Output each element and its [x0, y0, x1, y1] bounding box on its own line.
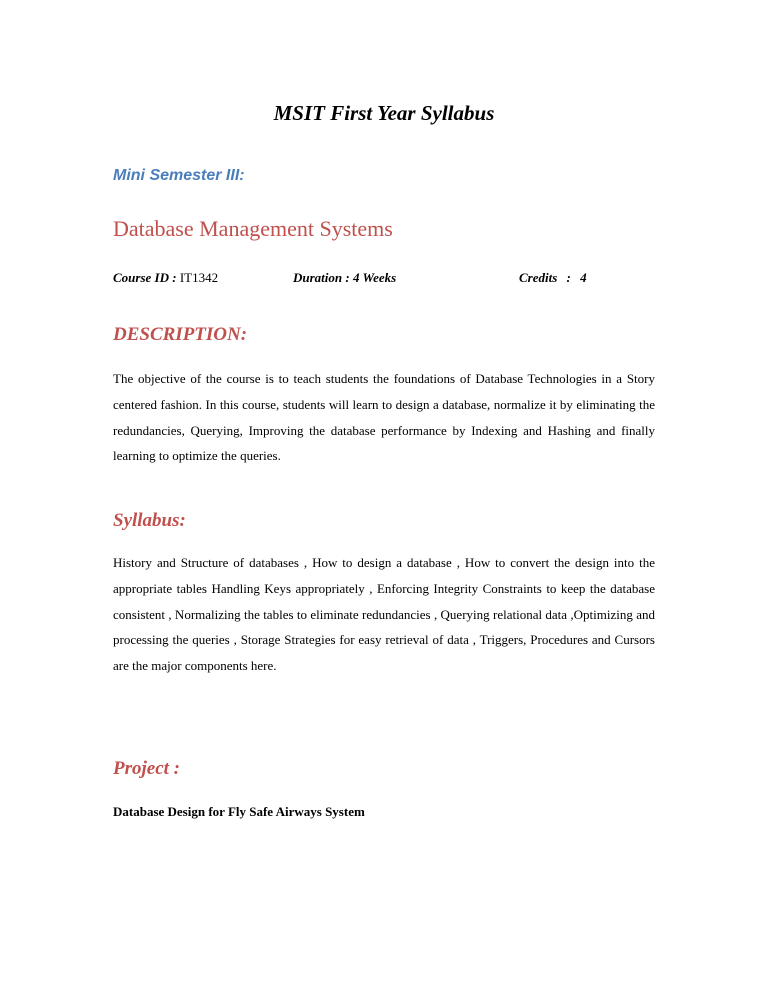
course-credits-separator: :: [566, 270, 571, 285]
course-credits-label: Credits: [519, 270, 558, 285]
course-id-value: IT1342: [179, 270, 219, 285]
syllabus-heading: Syllabus:: [113, 510, 186, 531]
syllabus-text: History and Structure of databases , How to design a database , How to convert the design into the appropriate tables Handling Keys appropriately , Enforcing Integrity Constraints to keep the database consistent , Normalizing the tables to eliminate redundancies , Querying relational data ,Optimizing and processing the queries , Storage Strategies for easy retrieval of data , Triggers, Procedures and Cursors are the major components here.: [113, 555, 655, 674]
project-heading: Project :: [113, 758, 181, 779]
semester-label: Mini Semester III:: [113, 167, 245, 184]
course-credits-value: 4: [580, 270, 587, 285]
description-heading: DESCRIPTION:: [113, 324, 248, 345]
course-id: [113, 269, 218, 286]
course-duration: [293, 269, 396, 286]
page-title: MSIT First Year Syllabus: [273, 101, 495, 125]
course-credits: [519, 269, 587, 286]
course-title: Database Management Systems: [113, 216, 393, 241]
course-duration-label: Duration : 4 Weeks: [293, 270, 397, 285]
project-name: Database Design for Fly Safe Airways System: [113, 804, 365, 819]
course-id-label: Course ID :: [113, 270, 177, 285]
description-text: The objective of the course is to teach students the foundations of Database Technologies in a Story centered fashion. In this course, students will learn to design a database, normalize it by eliminating the redundancies, Querying, Improving the database performance by Indexing and Hashing and finally learning to optimize the queries.: [113, 371, 655, 464]
